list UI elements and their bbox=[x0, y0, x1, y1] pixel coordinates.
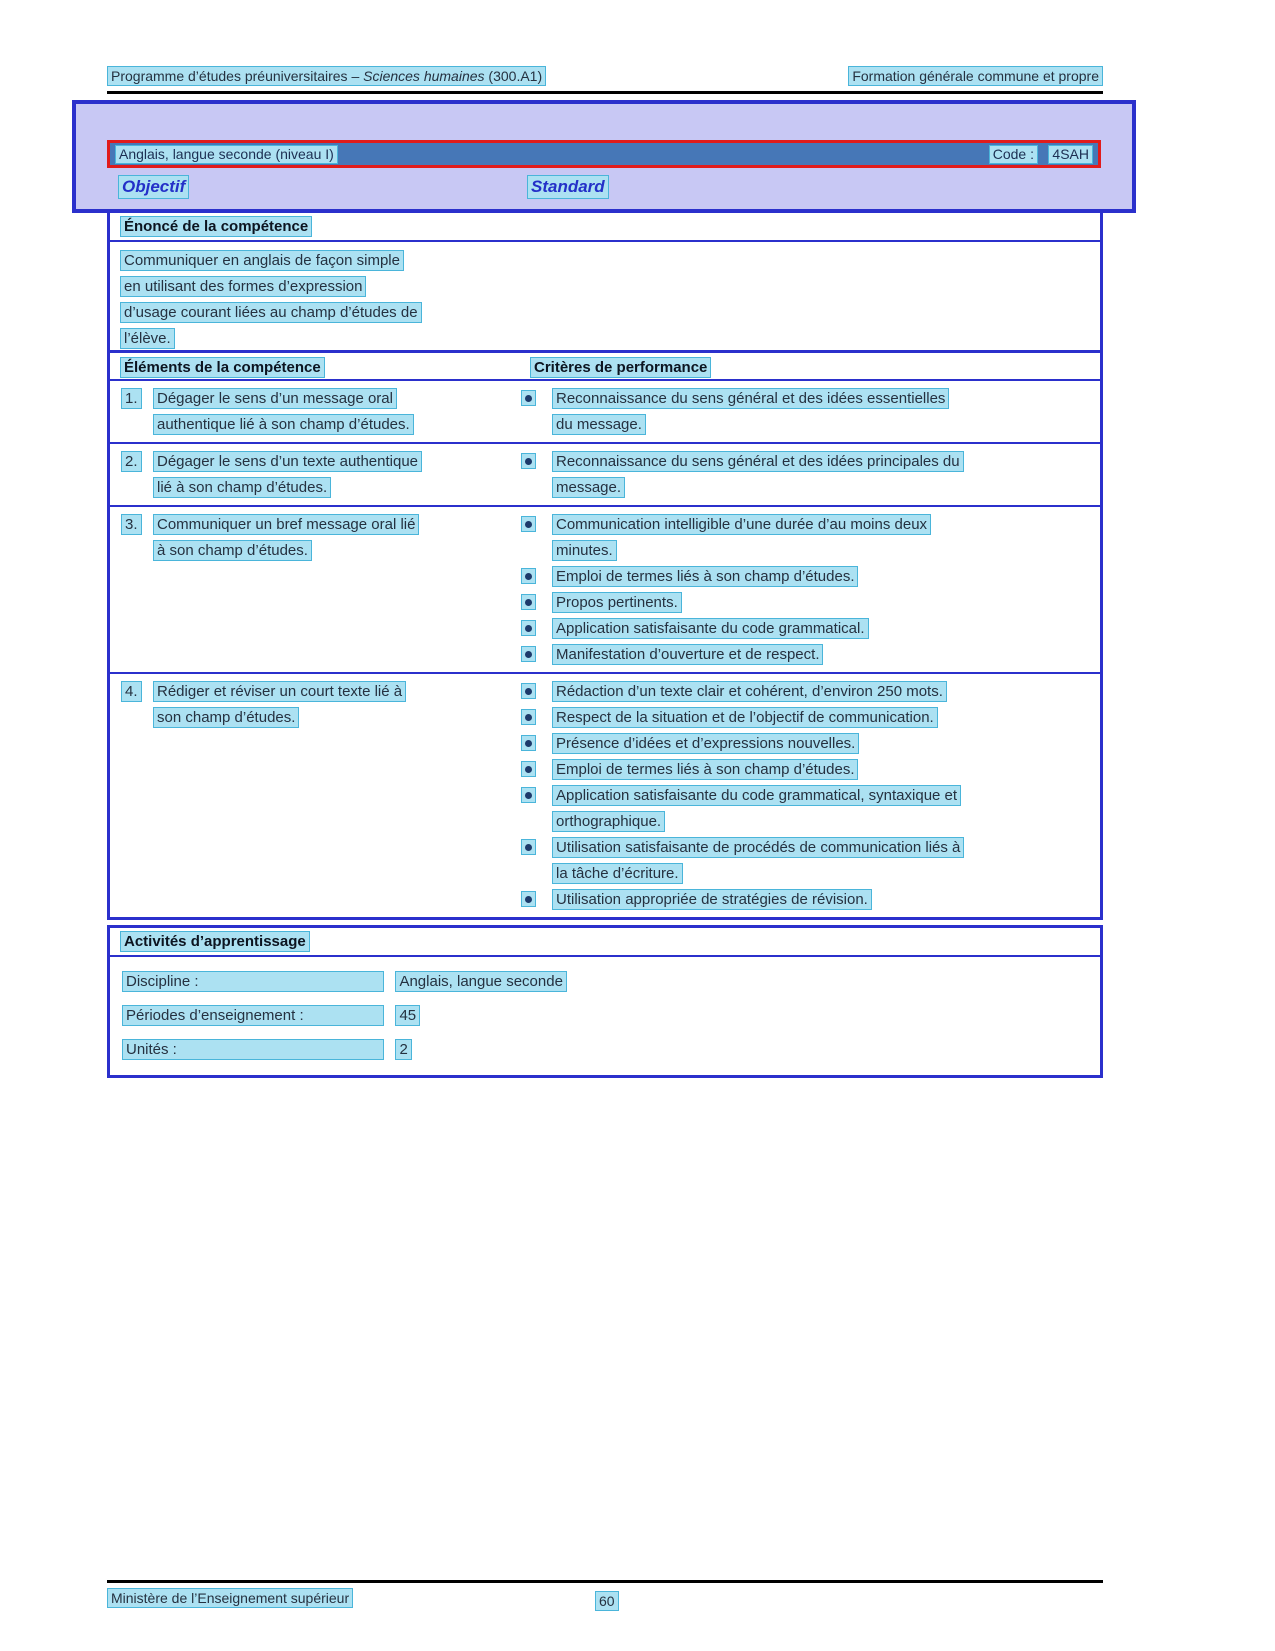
enonce-header-label: Énoncé de la compétence bbox=[120, 216, 312, 237]
criterion-line: Reconnaissance du sens général et des idées essentielles bbox=[552, 388, 949, 409]
bullet-icon bbox=[521, 839, 536, 855]
item-number: 2. bbox=[121, 451, 142, 472]
periodes-label: Périodes d’enseignement : bbox=[122, 1005, 384, 1026]
criteres-column-header: Critères de performance bbox=[530, 357, 711, 378]
criterion-line: du message. bbox=[552, 414, 646, 435]
bullet-icon bbox=[521, 787, 536, 803]
criterion-line: Application satisfaisante du code grammatical, syntaxique et bbox=[552, 785, 961, 806]
criterion-item bbox=[521, 886, 1094, 912]
criterion-item bbox=[521, 782, 1094, 834]
enonce-section bbox=[107, 210, 1103, 360]
bullet-icon bbox=[521, 390, 536, 406]
course-code-label: Code : bbox=[989, 145, 1038, 164]
bullet-icon bbox=[521, 891, 536, 907]
criterion-line: Présence d’idées et d’expressions nouvelles. bbox=[552, 733, 859, 754]
activites-section bbox=[107, 925, 1103, 1078]
element-line: lié à son champ d’études. bbox=[153, 477, 331, 498]
course-banner bbox=[72, 100, 1136, 213]
criterion-item bbox=[521, 756, 1094, 782]
enonce-line: d’usage courant liées au champ d’études de bbox=[120, 302, 422, 323]
criterion-item bbox=[521, 589, 1094, 615]
criterion-line: Utilisation appropriée de stratégies de révision. bbox=[552, 889, 872, 910]
criterion-item bbox=[521, 511, 1094, 563]
enonce-line: Communiquer en anglais de façon simple bbox=[120, 250, 404, 271]
header-program-suffix: (300.A1) bbox=[484, 68, 543, 84]
item-number: 3. bbox=[121, 514, 142, 535]
competence-row-4 bbox=[110, 672, 1100, 917]
elements-column-header: Éléments de la compétence bbox=[120, 357, 325, 378]
criterion-item bbox=[521, 704, 1094, 730]
activites-header-label: Activités d’apprentissage bbox=[120, 931, 310, 952]
criterion-item bbox=[521, 641, 1094, 667]
bullet-icon bbox=[521, 646, 536, 662]
competence-row-3 bbox=[110, 505, 1100, 672]
header-program-title bbox=[107, 66, 546, 86]
activites-row-discipline bbox=[122, 971, 1100, 997]
criterion-item bbox=[521, 563, 1094, 589]
unites-label: Unités : bbox=[122, 1039, 384, 1060]
course-code-value: 4SAH bbox=[1048, 145, 1093, 164]
bullet-icon bbox=[521, 594, 536, 610]
competence-row-2 bbox=[110, 442, 1100, 505]
bullet-icon bbox=[521, 516, 536, 532]
course-title-bar bbox=[107, 140, 1101, 168]
criterion-item bbox=[521, 448, 1094, 500]
criterion-item bbox=[521, 730, 1094, 756]
criterion-item bbox=[521, 834, 1094, 886]
criterion-line: la tâche d’écriture. bbox=[552, 863, 683, 884]
header-section-title: Formation générale commune et propre bbox=[848, 66, 1103, 86]
bullet-icon bbox=[521, 709, 536, 725]
enonce-line: l’élève. bbox=[120, 328, 175, 349]
bullet-icon bbox=[521, 453, 536, 469]
bullet-icon bbox=[521, 735, 536, 751]
element-line: à son champ d’études. bbox=[153, 540, 312, 561]
criterion-line: Respect de la situation et de l’objectif de communication. bbox=[552, 707, 938, 728]
standard-heading: Standard bbox=[527, 175, 609, 199]
criterion-line: message. bbox=[552, 477, 625, 498]
criterion-line: Propos pertinents. bbox=[552, 592, 682, 613]
activites-header bbox=[110, 928, 1100, 957]
activites-row-periodes bbox=[122, 1005, 1100, 1031]
enonce-header bbox=[110, 213, 1100, 242]
element-line: Dégager le sens d’un message oral bbox=[153, 388, 397, 409]
criterion-item bbox=[521, 385, 1094, 437]
criterion-line: orthographique. bbox=[552, 811, 665, 832]
bullet-icon bbox=[521, 761, 536, 777]
bullet-icon bbox=[521, 568, 536, 584]
bullet-icon bbox=[521, 620, 536, 636]
unites-value: 2 bbox=[395, 1039, 411, 1060]
competence-table-header bbox=[110, 353, 1100, 381]
header-program-prefix: Programme d’études préuniversitaires – bbox=[111, 68, 364, 84]
enonce-line: en utilisant des formes d’expression bbox=[120, 276, 366, 297]
page-header bbox=[107, 66, 1103, 94]
enonce-body bbox=[110, 242, 1100, 357]
criterion-item bbox=[521, 615, 1094, 641]
objectif-standard-row bbox=[107, 175, 1101, 201]
discipline-label: Discipline : bbox=[122, 971, 384, 992]
periodes-value: 45 bbox=[395, 1005, 420, 1026]
header-program-italic: Sciences humaines bbox=[363, 68, 485, 84]
discipline-value: Anglais, langue seconde bbox=[395, 971, 566, 992]
competence-table bbox=[107, 350, 1103, 920]
criterion-line: Application satisfaisante du code grammatical. bbox=[552, 618, 869, 639]
element-line: son champ d’études. bbox=[153, 707, 299, 728]
criterion-line: Reconnaissance du sens général et des idées principales du bbox=[552, 451, 964, 472]
element-line: Dégager le sens d’un texte authentique bbox=[153, 451, 422, 472]
competence-row-1 bbox=[110, 381, 1100, 442]
activites-body bbox=[110, 957, 1100, 1075]
criterion-line: Emploi de termes liés à son champ d’études. bbox=[552, 759, 858, 780]
criterion-line: minutes. bbox=[552, 540, 617, 561]
criterion-item bbox=[521, 678, 1094, 704]
criterion-line: Manifestation d’ouverture et de respect. bbox=[552, 644, 823, 665]
course-title: Anglais, langue seconde (niveau I) bbox=[115, 145, 338, 164]
element-line: authentique lié à son champ d’études. bbox=[153, 414, 414, 435]
activites-row-unites bbox=[122, 1039, 1100, 1065]
criterion-line: Emploi de termes liés à son champ d’études. bbox=[552, 566, 858, 587]
objectif-heading: Objectif bbox=[118, 175, 189, 199]
item-number: 4. bbox=[121, 681, 142, 702]
criterion-line: Communication intelligible d’une durée d’au moins deux bbox=[552, 514, 931, 535]
page-number: 60 bbox=[595, 1591, 619, 1611]
element-line: Rédiger et réviser un court texte lié à bbox=[153, 681, 406, 702]
footer-ministry: Ministère de l’Enseignement supérieur bbox=[107, 1588, 353, 1608]
criterion-line: Rédaction d’un texte clair et cohérent, d’environ 250 mots. bbox=[552, 681, 947, 702]
page-footer bbox=[107, 1580, 1103, 1608]
item-number: 1. bbox=[121, 388, 142, 409]
criterion-line: Utilisation satisfaisante de procédés de communication liés à bbox=[552, 837, 964, 858]
element-line: Communiquer un bref message oral lié bbox=[153, 514, 419, 535]
course-code bbox=[983, 145, 1093, 164]
bullet-icon bbox=[521, 683, 536, 699]
